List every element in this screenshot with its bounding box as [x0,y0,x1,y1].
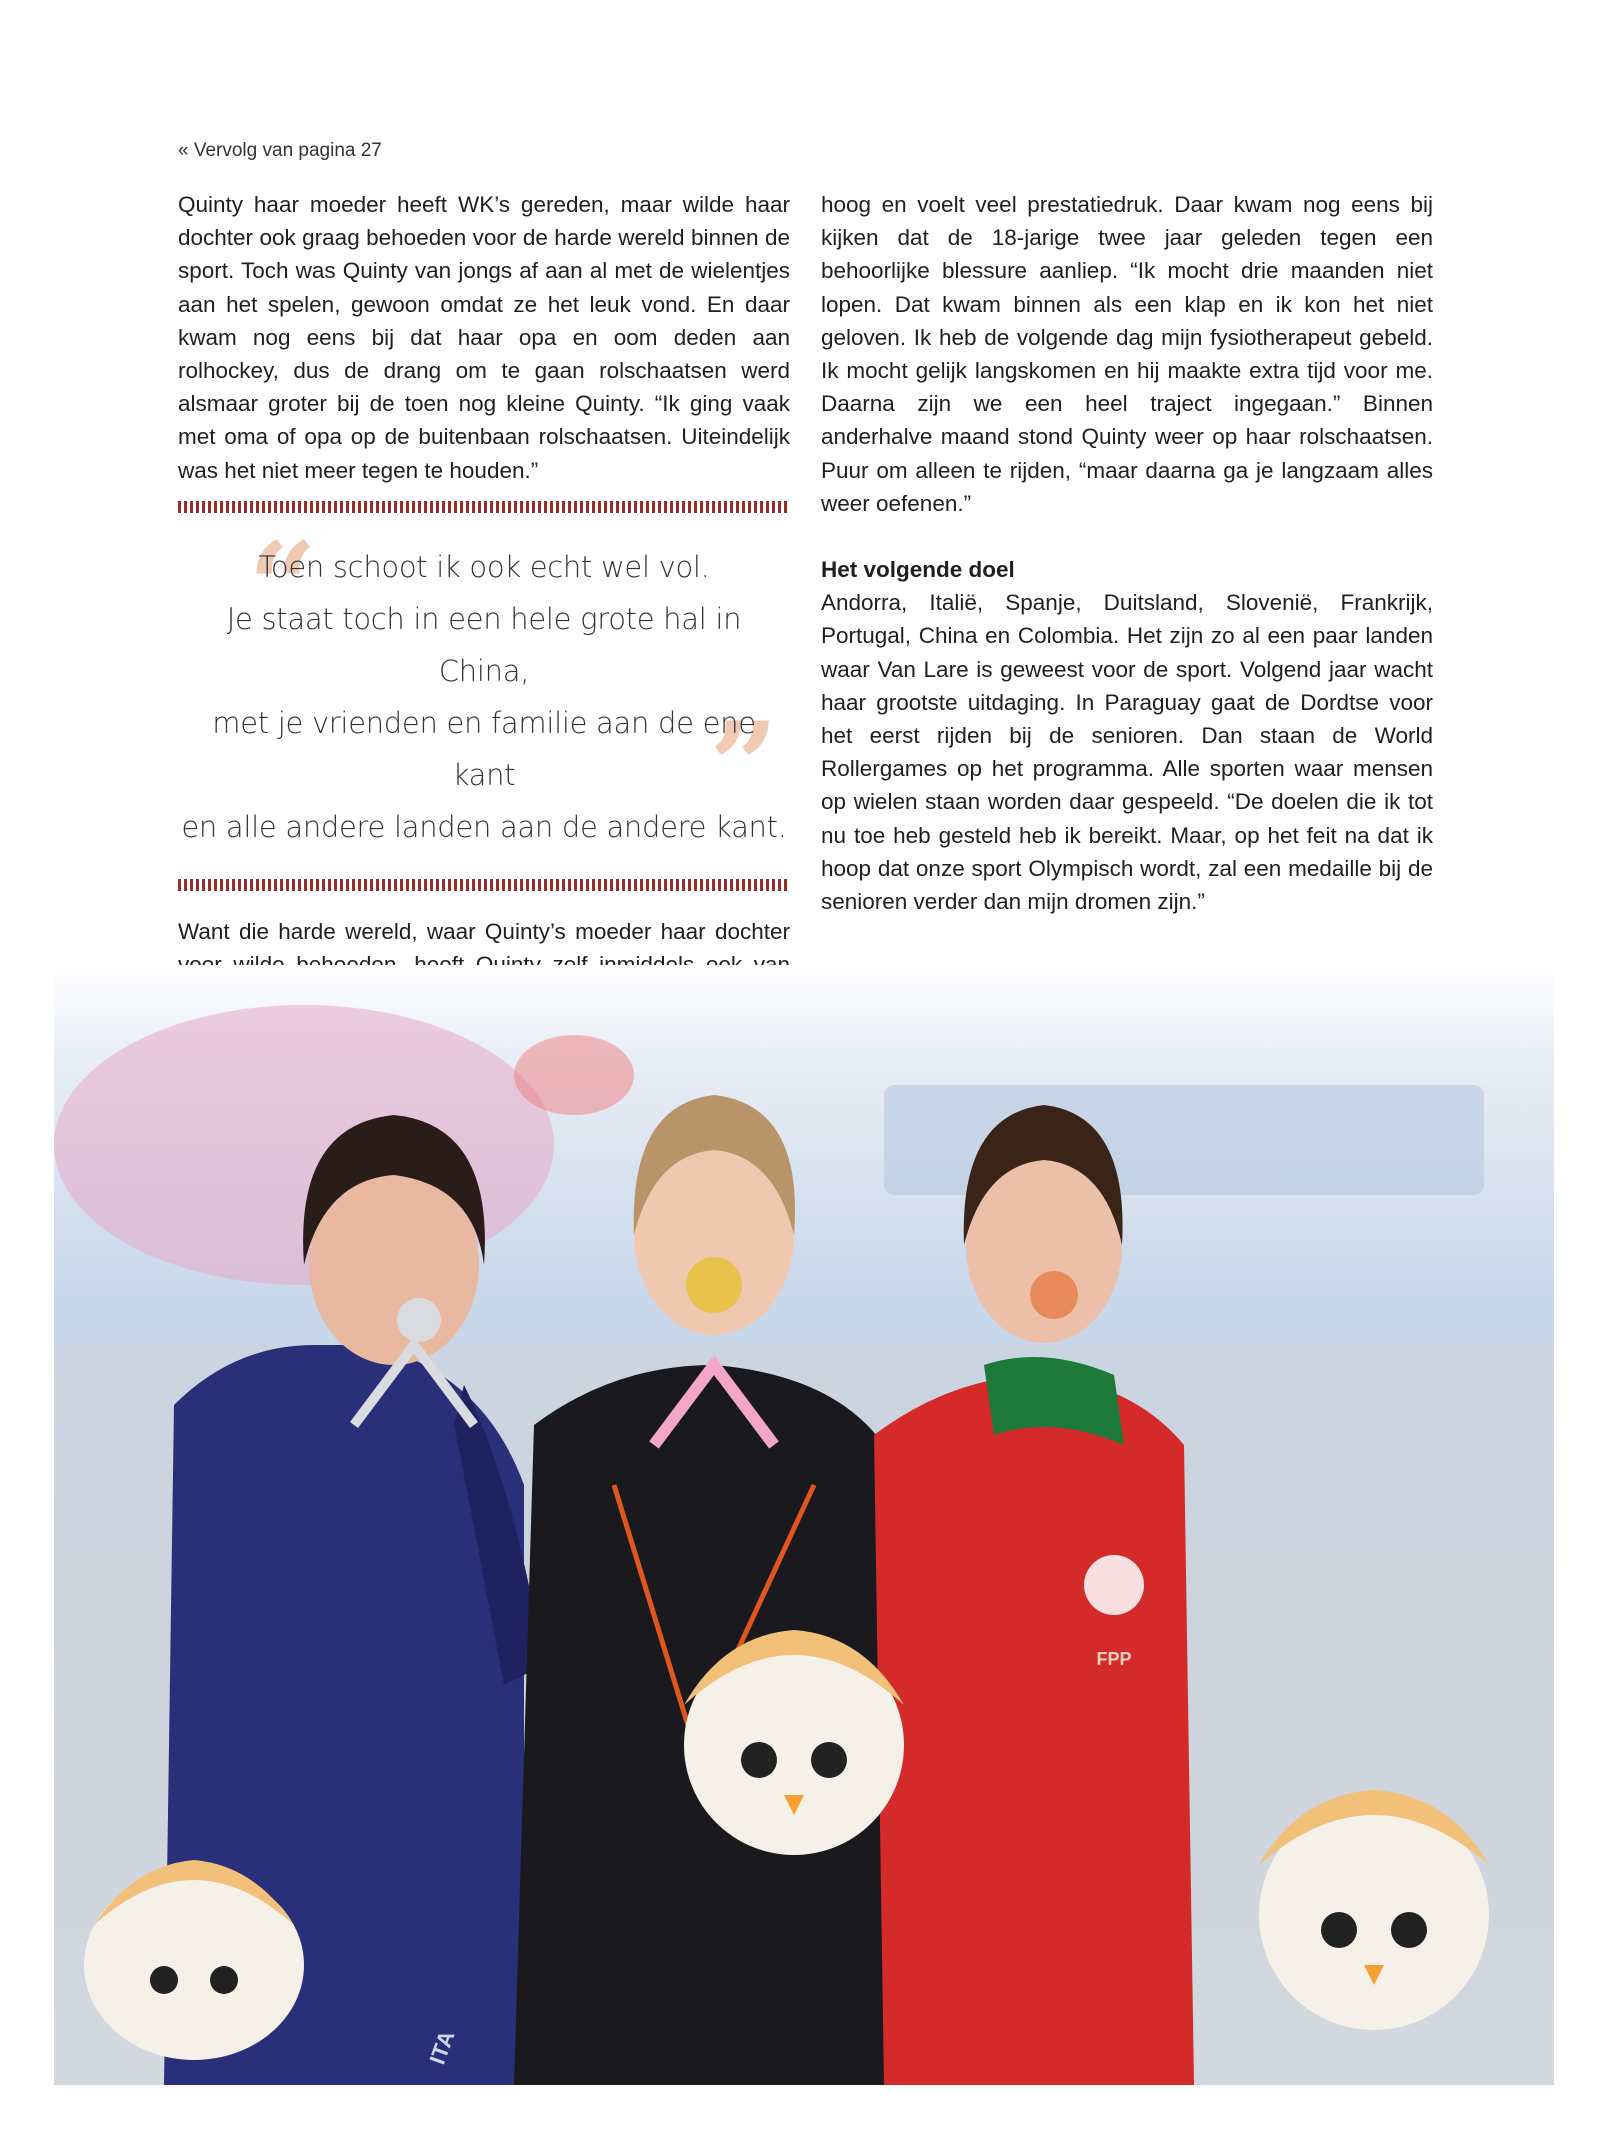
right-paragraph-1: hoog en voelt veel prestatiedruk. Daar kwam nog eens bij kijken dat de 18-jarige twee jaar geleden tegen een behoorlijke blessure aanliep. “Ik mocht drie maanden niet lopen. Dat kwam binnen als een klap en ik kon het niet geloven. Ik heb de volgende dag mijn fysiotherapeut gebeld. Ik mocht gelijk langskomen en hij maakte extra tijd voor me. Daarna zijn we een heel traject ingegaan.” Binnen anderhalve maand stond Quinty weer op haar rolschaatsen. Puur om alleen te rijden, “maar daarna ga je langzaam alles weer oefenen.” [821,192,1433,516]
right-paragraph-2: Andorra, Italië, Spanje, Duitsland, Slovenië, Frankrijk, Portugal, China en Colombia. Het zijn zo al een paar landen waar Van Lare is geweest voor de sport. Volgend jaar wacht haar grootste uitdaging. In Paraguay gaat de Dordtse voor het eerst rijden bij de senioren. Dan staan de World Rollergames op het programma. Alle sporten waar mensen op wielen staan worden daar gespeeld. “De doelen die ik tot nu toe heb gesteld heb ik bereikt. Maar, op het feit na dat ik hoop dat onze sport Olympisch wordt, zal een medaille bij de senioren verder dan mijn dromen zijn.” [821,590,1433,915]
pull-quote-line: met je vrienden en familie aan de ene kant [212,705,756,792]
pull-quote-line: Je staat toch in een hele grote hal in China, [226,601,742,688]
left-paragraph-1: Quinty haar moeder heeft WK’s gereden, maar wilde haar dochter ook graag behoeden voor de harde wereld binnen de sport. Toch was Quinty van jongs af aan al met de wielentjes aan het spelen, gewoon omdat ze het leuk vond. En daar kwam nog eens bij dat haar opa en oom deden aan rolhockey, dus de drang om te gaan rolschaatsen werd alsmaar groter bij de toen nog kleine Quinty. “Ik ging vaak met oma of opa op de buitenbaan rolschaatsen. Uiteindelijk was het niet meer tegen te houden.” [178,192,790,483]
mascot-middle [684,1630,904,1855]
continued-from-label: « Vervolg van pagina 27 [178,140,382,161]
quote-divider-bottom [178,879,790,891]
pull-quote-line: en alle andere landen aan de andere kant. [181,809,787,844]
mascot-right [1259,1790,1489,2030]
background-blob [514,1035,634,1115]
left-paragraph-2: Want die harde wereld, waar Quinty’s moeder haar dochter [178,918,790,944]
close-quote-icon: ” [709,695,778,837]
left-column [178,188,790,1014]
pull-quote-line: Toen schoot ik ook echt wel vol. [258,549,710,584]
shirt-text-fpp: FPP [1096,1649,1132,1669]
section-heading: Het volgende doel [821,557,1015,583]
open-quote-icon: “ [248,515,317,657]
podium-photo [54,965,1554,2085]
quote-divider-top [178,501,790,513]
shirt-text-ita: ITA [424,2027,460,2068]
athlete-gold [514,1095,914,2085]
pull-quote [178,513,790,879]
right-column [821,188,1433,918]
podium-illustration [54,965,1554,2085]
